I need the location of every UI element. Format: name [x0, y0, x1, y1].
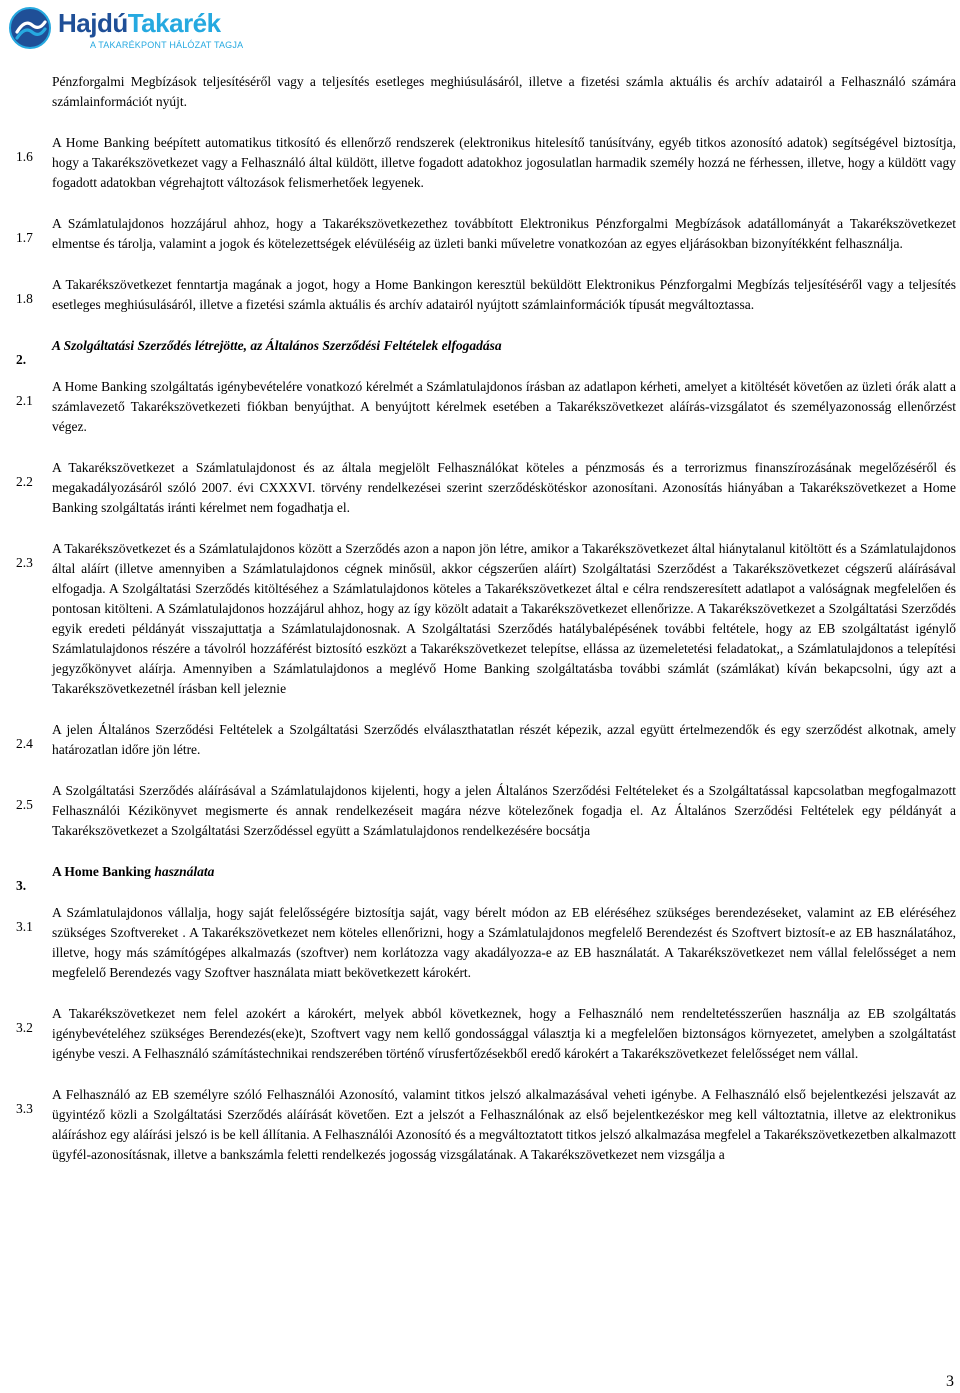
hajdu-takarek-logo	[8, 6, 248, 54]
logo-text-takarek: Takarék	[127, 8, 221, 38]
paragraph-1-5-continuation: Pénzforgalmi Megbízások teljesítéséről vagy a teljesítés esetleges meghiúsulásáról, illetve a fizetési számla aktuális és archív adatairól a Felhasználó számára számlainformációt nyújt.	[52, 74, 956, 109]
section-3-title-italic: használata	[154, 864, 215, 879]
paragraph-number: 2.5	[16, 797, 33, 812]
paragraph-3-3: 3.3 A Felhasználó az EB személyre szóló Felhasználói Azonosító, valamint titkos jelszó alkalmazásával veheti igénybe. A Felhasználó első bejelentkezési jelszavát az ügyintéző közli a Szolgáltatási Szerződés aláírását követően. Ezt a jelszót a Felhasználónak az első bejelentkezéskor meg kell változtatnia, illetve az elektronikus aláíráshoz egy aláírási jelszó is be kell állítania. A Felhasználói Azonosító és a megváltoztatott titkos jelszó alkalmazása megfelel a Takarékszövetkezetben alkalmazott ügyfél-azonosításnak, illetve a bankszámla feletti rendelkezés jogosság vizsgálatának. A Takarékszövetkezet nem vizsgálja a	[16, 1087, 956, 1162]
document-body	[16, 72, 956, 1165]
paragraph-number: 1.7	[16, 230, 33, 245]
section-3-title: A Home Banking	[52, 864, 155, 879]
section-3-heading	[16, 862, 956, 893]
logo-text-hajdu: Hajdú	[58, 8, 128, 38]
section-2-title: A Szolgáltatási Szerződés létrejötte, az Általános Szerződési Feltételek elfogadása	[52, 338, 502, 353]
paragraph-1-6: 1.6 A Home Banking beépített automatikus titkosító és ellenőrző rendszerek (elektronikus hitelesítő tanúsítvány, egyéb titkos azonosító adatok) segítségével biztosítja, hogy a Takarékszövetkezet vagy a Felhasználó által küldött, illetve fogadott adatokhoz jogosulatlan harmadik személy hozzá ne férhessen, illetve, hogy a küldött vagy fogadott adatokban végrehajtott változások felismerhetőek legyenek.	[16, 135, 956, 190]
paragraph-number: 3.2	[16, 1020, 33, 1035]
paragraph-2-5: 2.5 A Szolgáltatási Szerződés aláírásával a Számlatulajdonos kijelenti, hogy a jelen Általános Szerződési Feltételeket és a Szolgáltatással kapcsolatban megfogalmazott Felhasználói Kézikönyvet megismerte és annak rendelkezéseit magára nézve kötelezőnek fogadja el. Az Általános Szerződési Feltételek egy példányát a Takarékszövetkezet a Szolgáltatási Szerződéssel együtt a Számlatulajdonos rendelkezésére bocsátja	[16, 783, 956, 838]
paragraph-number: 3.3	[16, 1101, 33, 1116]
logo-tagline: A TAKARÉKPONT HÁLÓZAT TAGJA	[90, 40, 244, 50]
section-number: 3.	[16, 878, 27, 893]
section-2-heading	[16, 336, 956, 367]
paragraph-number: 2.1	[16, 393, 33, 408]
page-number: 3	[946, 1373, 954, 1390]
paragraph-3-1: 3.1 A Számlatulajdonos vállalja, hogy saját felelősségére biztosítja saját, vagy bérelt módon az EB eléréséhez szükséges berendezéseket, valamint az EB eléréséhez szükséges Szoftvereket . A Takarékszövetkezet nem köteles ellenőrizni, hogy a Számlatulajdonos megfelelő Berendezést és Szoftvert biztosít-e az EB használatához, illetve, hogy más számítógépes alkalmazás (szoftver) nem korlátozza vagy akadályozza-e az EB használatát. A Takarékszövetkezet nem vállal felelősséget a nem megfelelő Berendezés vagy Szoftver használata miatt bekövetkezett károkért.	[16, 905, 956, 980]
paragraph-2-3: 2.3 A Takarékszövetkezet és a Számlatulajdonos között a Szerződés azon a napon jön létre, amikor a Takarékszövetkezet által hiánytalanul kitöltött és a Számlatulajdonos által aláírt (illetve amennyiben a Számlatulajdonos cégnek minősül, akkor cégszerűen aláírt) Szolgáltatási Szerződést a Takarékszövetkezet cégszerű aláírásával elfogadja. A Szolgáltatási Szerződés kitöltéséhez a Számlatulajdonos köteles a Takarékszövetkezet által e célra rendszeresített adatlapot a valóságnak megfelelően és pontosan kitölteni. A Számlatulajdonos hozzájárul ahhoz, hogy az így közölt adatait a Takarékszövetkezet ellenőrizze. A Takarékszövetkezet a Szolgáltatási Szerződés egyik eredeti példányát visszajuttatja a Számlatulajdonosnak. A Szolgáltatási Szerződés hatálybalépésének további feltétele, hogy az EB szolgáltatást igénylő Számlatulajdonos részére a távolról hozzáférést biztosító eszközt a Takarékszövetkezet telepítse, ellássa az üzemeletetési feladatokat,, a Számlatulajdonos a telepítési jegyzőkönyvet aláírja. Amennyiben a Számlatulajdonos a meglévő Home Banking szolgáltatásba további számlát (számlákat) kíván bekapcsolni, úgy azt a Takarékszövetkezetnél írásban kell jeleznie	[16, 541, 956, 696]
paragraph-3-2: 3.2 A Takarékszövetkezet nem felel azokért a károkért, melyek abból következnek, hogy a Felhasználó nem rendeltetésszerűen használja az EB szolgáltatás igénybevételéhez szükséges Berendezés(eke)t, Szoftvert vagy nem kellő gondossággal választja ki a megfelelően biztonságos környezetet, amelyben a szolgáltatást igénybe veszi. A Felhasználó számítástechnikai rendszerében történő vírusfertőzésekből eredő károkért a Takarékszövetkezet felelősséget nem vállal.	[16, 1006, 956, 1061]
paragraph-number: 2.4	[16, 736, 33, 751]
paragraph-number: 1.8	[16, 291, 33, 306]
paragraph-number: 3.1	[16, 919, 33, 934]
paragraph-2-1: 2.1 A Home Banking szolgáltatás igénybevételére vonatkozó kérelmét a Számlatulajdonos írásban az adatlapon kérheti, amelyet a kitöltését követően az üzleti órák alatt a számlavezető Takarékszövetkezeti fiókban benyújthat. A benyújtott kérelmek esetében a Takarékszövetkezet aláírás-vizsgálatot és személyazonosság ellenőrzést végez.	[16, 379, 956, 434]
paragraph-number: 1.6	[16, 149, 33, 164]
paragraph-1-7: 1.7 A Számlatulajdonos hozzájárul ahhoz, hogy a Takarékszövetkezethez továbbított Elektronikus Pénzforgalmi Megbízások adatállományát a Takarékszövetkezet elmentse és tárolja, valamint a jogok és kötelezettségek elévüléséig az üzleti banki műveletre vonatkozóan az egyes eljárásokban bizonyítékként felhasználja.	[16, 216, 956, 251]
paragraph-1-8: 1.8 A Takarékszövetkezet fenntartja magának a jogot, hogy a Home Bankingon keresztül beküldött Elektronikus Pénzforgalmi Megbízás teljesítéséről vagy a teljesítés esetleges meghiúsulásáról, illetve a fizetési számla aktuális és archív adatairól nyújtott számlainformációk típusát megváltoztassa.	[16, 277, 956, 312]
paragraph-2-2: 2.2 A Takarékszövetkezet a Számlatulajdonost és az általa megjelölt Felhasználókat köteles a pénzmosás és a terrorizmus finanszírozásának megelőzéséről és megakadályozásáról szóló 2007. évi CXXXVI. törvény rendelkezései szerint szerződéskötéskor azonosítani. Azonosítás hiányában a Takarékszövetkezet a Home Banking szolgáltatás iránti kérelmet nem fogadhatja el.	[16, 460, 956, 515]
section-number: 2.	[16, 352, 27, 367]
paragraph-number: 2.2	[16, 474, 33, 489]
paragraph-2-4: 2.4 A jelen Általános Szerződési Feltételek a Szolgáltatási Szerződés elválaszthatatlan részét képezik, azzal együtt értelmezendők és egy szerződést alkotnak, amely határozatlan időre jön létre.	[16, 722, 956, 757]
paragraph-number: 2.3	[16, 555, 33, 570]
bank-emblem-icon	[8, 6, 52, 50]
logo-wordmark	[58, 8, 221, 38]
